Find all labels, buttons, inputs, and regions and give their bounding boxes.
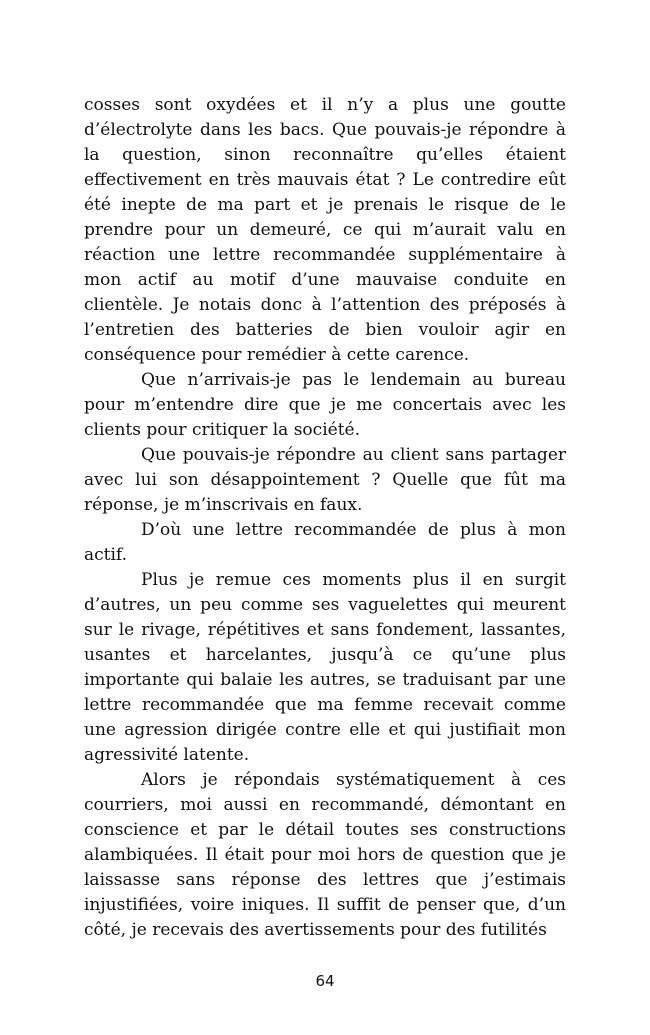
paragraph-2: Que n’arrivais-je pas le lendemain au bureau pour m’entendre dire que je me concertais avec les clients pour critiquer la société.: [84, 370, 566, 440]
paragraph-1: cosses sont oxydées et il n’y a plus une goutte d’électrolyte dans les bacs. Que pouvais-je répondre à la question, sinon reconnaître qu’elles étaient effectivement en très mauvais état ? Le contredire eût été inepte de ma part et je prenais le risque de le prendre pour un demeuré, ce qui m’aurait valu en réaction une lettre recommandée supplémentaire à mon actif au motif d’une mauvaise conduite en clientèle. Je notais donc à l’attention des préposés à l’entretien des batteries de bien vouloir agir en conséquence pour remédier à cette carence.: [84, 95, 566, 365]
paragraph-6: Alors je répondais systématiquement à ces courriers, moi aussi en recommandé, démontant en conscience et par le détail toutes ses constructions alambiquées. Il était pour moi hors de question que je laissasse sans réponse des lettres que j’estimais injustifiées, voire iniques. Il suffit de penser que, d’un côté, je recevais des avertissements pour des futilités: [84, 770, 566, 940]
paragraph-4: D’où une lettre recommandée de plus à mon actif.: [84, 520, 566, 565]
page-number: 64: [315, 972, 335, 990]
paragraph-3: Que pouvais-je répondre au client sans partager avec lui son désappointement ? Quelle que fût ma réponse, je m’inscrivais en faux.: [84, 445, 566, 515]
body-text: [84, 93, 566, 943]
paragraph-5: Plus je remue ces moments plus il en surgit d’autres, un peu comme ses vaguelettes qui meurent sur le rivage, répétitives et sans fondement, lassantes, usantes et harcelantes, jusqu’à ce qu’une plus importante qui balaie les autres, se traduisant par une lettre recommandée que ma femme recevait comme une agression dirigée contre elle et qui justifiait mon agressivité latente.: [84, 570, 566, 765]
